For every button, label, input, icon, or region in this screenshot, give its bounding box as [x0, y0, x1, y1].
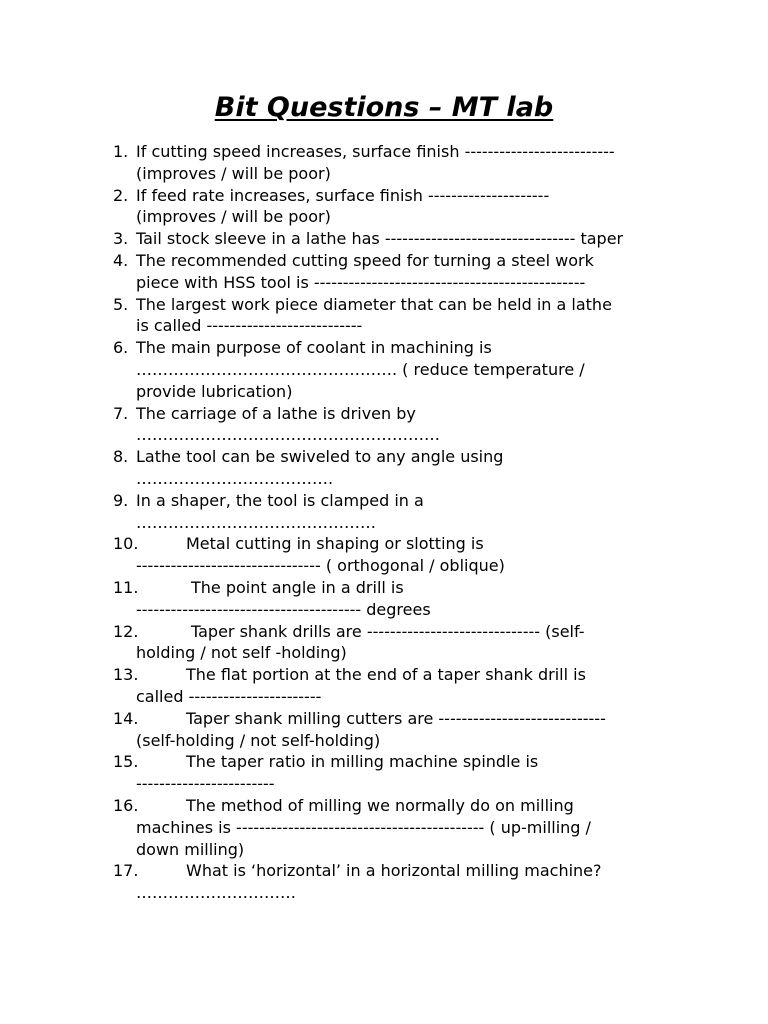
question-text-line: (self-holding / not self-holding) — [136, 730, 381, 750]
question-text-line: ……………………………………… — [136, 512, 376, 532]
question-text-line: The point angle in a drill is — [191, 577, 404, 597]
question-item — [113, 294, 693, 338]
question-text-line: Metal cutting in shaping or slotting is — [186, 534, 484, 554]
question-text-line: machines is ------------------------------------------- ( up-milling / — [136, 817, 591, 837]
question-number: 9. — [113, 490, 129, 510]
question-number: 13. — [113, 665, 139, 685]
question-number: 12. — [113, 621, 139, 641]
question-number: 3. — [113, 229, 129, 249]
question-number: 4. — [113, 250, 129, 270]
question-text-line: …………………………………………. ( reduce temperature / — [136, 359, 585, 379]
question-item — [113, 708, 693, 752]
question-item — [113, 403, 693, 447]
question-text-line: piece with HSS tool is ----------------------------------------------- — [136, 272, 586, 292]
question-text-line: down milling) — [136, 839, 245, 859]
question-text-line: If feed rate increases, surface finish --------------------- — [136, 185, 550, 205]
question-text-line: ………………………………………………… — [136, 425, 440, 445]
question-item — [113, 664, 693, 708]
question-number: 14. — [113, 708, 139, 728]
question-item — [113, 141, 693, 185]
question-text-line: provide lubrication) — [136, 381, 293, 401]
question-item — [113, 490, 693, 534]
question-item — [113, 751, 693, 795]
question-text-line: holding / not self -holding) — [136, 643, 347, 663]
question-text-line: (improves / will be poor) — [136, 163, 331, 183]
question-item — [113, 446, 693, 490]
question-number: 1. — [113, 142, 129, 161]
question-number: 10. — [113, 534, 139, 554]
question-text-line: In a shaper, the tool is clamped in a — [136, 490, 424, 510]
question-text-line: Tail stock sleeve in a lathe has --------------------------------- taper — [136, 229, 624, 249]
question-text-line: Lathe tool can be swiveled to any angle using — [136, 447, 504, 467]
question-item — [113, 795, 693, 860]
question-text-line: Taper shank drills are ------------------------------ (self- — [191, 621, 585, 641]
question-text-line: The taper ratio in milling machine spindle is — [186, 752, 539, 772]
question-text-line: The main purpose of coolant in machining is — [136, 338, 492, 358]
question-text-line: The recommended cutting speed for turning a steel work — [136, 250, 594, 270]
question-number: 15. — [113, 752, 139, 772]
question-text-line: --------------------------------------- degrees — [136, 599, 431, 619]
question-item — [113, 228, 693, 250]
question-text-line: Taper shank milling cutters are ----------------------------- — [186, 708, 606, 728]
question-text-line: The carriage of a lathe is driven by — [136, 403, 416, 423]
question-text-line: The method of milling we normally do on milling — [186, 795, 574, 815]
question-text-line: If cutting speed increases, surface finish -------------------------- — [136, 142, 615, 161]
question-item — [113, 533, 693, 577]
question-item — [113, 577, 693, 621]
question-text-line: The flat portion at the end of a taper shank drill is — [186, 665, 586, 685]
question-item — [113, 621, 693, 665]
question-text-line: (improves / will be poor) — [136, 207, 331, 227]
question-text-line: -------------------------------- ( orthogonal / oblique) — [136, 556, 505, 576]
question-text-line: ………………………………. — [136, 468, 334, 488]
question-item — [113, 337, 693, 402]
question-text-line: The largest work piece diameter that can be held in a lathe — [136, 294, 612, 314]
question-text-line: ………………………… — [136, 883, 296, 903]
question-number: 8. — [113, 447, 129, 467]
page-title: Bit Questions – MT lab — [214, 92, 554, 123]
question-number: 5. — [113, 294, 129, 314]
question-item — [113, 860, 693, 904]
question-item — [113, 185, 693, 229]
question-number: 2. — [113, 185, 129, 205]
question-number: 16. — [113, 795, 139, 815]
question-item — [113, 250, 693, 294]
question-text-line: is called --------------------------- — [136, 316, 363, 336]
question-text-line: What is ‘horizontal’ in a horizontal milling machine? — [186, 861, 602, 881]
question-text-line: ------------------------ — [136, 774, 275, 794]
question-number: 17. — [113, 861, 139, 881]
question-number: 11. — [113, 577, 139, 597]
question-list — [113, 141, 693, 904]
question-number: 6. — [113, 338, 129, 358]
question-number: 7. — [113, 403, 129, 423]
question-text-line: called ----------------------- — [136, 686, 322, 706]
